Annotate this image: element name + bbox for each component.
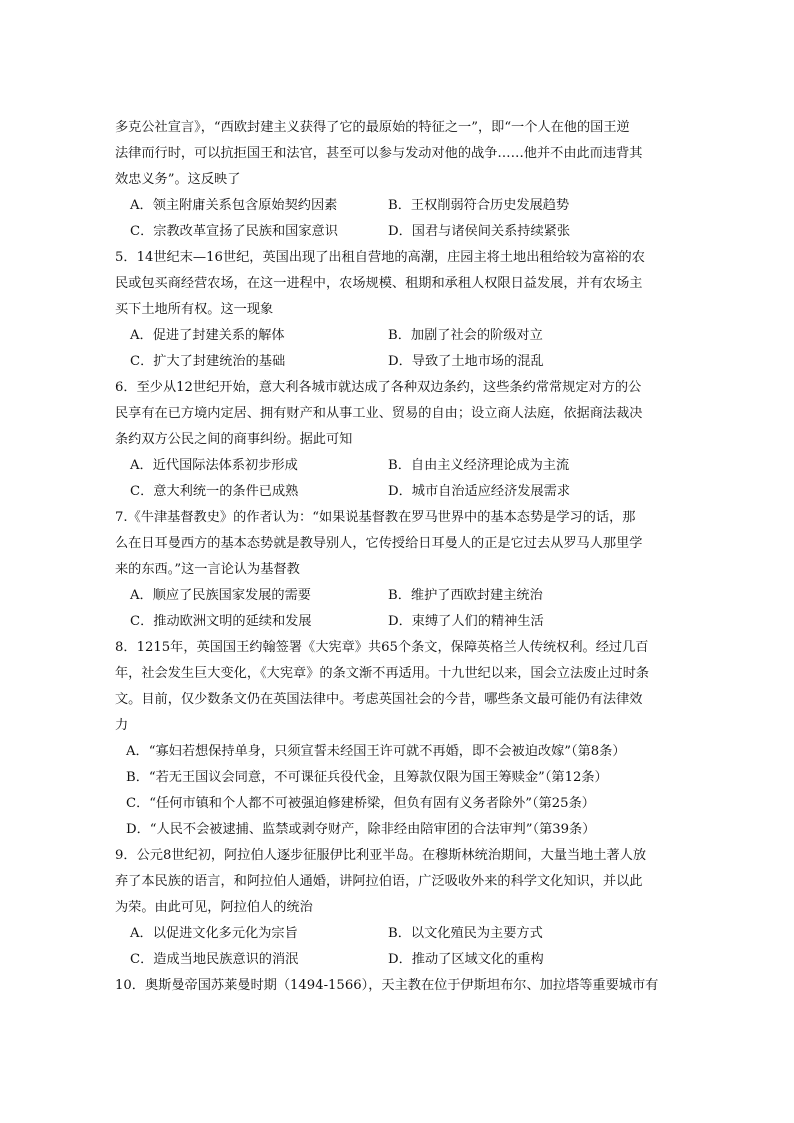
q6-option-b: B．自由主义经济理论成为主流 (388, 458, 570, 473)
q8-line-3: 文。目前，仅少数条文仍在英国法律中。考虑英国社会的今昔，哪些条文最可能仍有法律效 (115, 692, 643, 707)
intro-line-1: 多克公社宣言》，“西欧封建主义获得了它的最原始的特征之一”，即“一个人在他的国王逆 (115, 120, 630, 135)
q8-option-a: A．“寡妇若想保持单身，只须宣誓未经国王许可就不再婚，即不会被迫改嫁”（第8条） (126, 744, 626, 759)
q9-option-d: D．推动了区域文化的重构 (388, 952, 544, 967)
q6-option-c: C．意大利统一的条件已成熟 (130, 484, 299, 499)
q7-line-3: 来的东西。”这一言论认为基督教 (115, 562, 300, 577)
q7-option-d: D．束缚了人们的精神生活 (388, 614, 544, 629)
q7-line-2: 么在日耳曼西方的基本态势就是教导别人，它传授给日耳曼人的正是它过去从罗马人那里学 (115, 536, 643, 551)
q5-line-1: 5．14世纪末—16世纪，英国出现了出租自营地的高潮，庄园主将土地出租给较为富裕的农 (115, 250, 645, 265)
q6-line-3: 条约双方公民之间的商事纠纷。据此可知 (115, 432, 353, 447)
q6-line-2: 民享有在已方境内定居、拥有财产和从事工业、贸易的自由；设立商人法庭，依据商法裁决 (115, 406, 643, 421)
q8-option-c: C．“任何市镇和个人都不可被强迫修建桥梁，但负有固有义务者除外”（第25条） (126, 796, 595, 811)
q8-line-4: 力 (115, 718, 129, 733)
q8-option-b: B．“若无王国议会同意，不可课征兵役代金，且筹款仅限为国王筹赎金”（第12条） (126, 770, 608, 785)
q7-option-c: C．推动欧洲文明的延续和发展 (130, 614, 312, 629)
intro-line-2: 法律而行时，可以抗拒国王和法官，甚至可以参与发动对他的战争……他并不由此而违背其 (115, 146, 643, 161)
q8-option-d: D．“人民不会被逮捕、监禁或剥夺财产，除非经由陪审团的合法审判”（第39条） (126, 822, 596, 837)
q6-option-a: A．近代国际法体系初步形成 (130, 458, 298, 473)
q9-option-b: B．以文化殖民为主要方式 (388, 926, 543, 941)
intro-option-a: A．领主附庸关系包含原始契约因素 (130, 198, 338, 213)
q7-option-b: B．维护了西欧封建主统治 (388, 588, 543, 603)
q7-option-a: A．顺应了民族国家发展的需要 (130, 588, 311, 603)
q5-option-a: A．促进了封建关系的解体 (130, 328, 285, 343)
q9-option-c: C．造成当地民族意识的消泯 (130, 952, 299, 967)
q5-line-2: 民或包买商经营农场，在这一进程中，农场规模、租期和承租人权限日益发展，并有农场主 (115, 276, 643, 291)
q10-line-1: 10．奥斯曼帝国苏莱曼时期（1494-1566），天主教在位于伊斯坦布尔、加拉塔等重要城市有 (115, 978, 659, 993)
q5-option-d: D．导致了土地市场的混乱 (388, 354, 544, 369)
q9-line-1: 9．公元8世纪初，阿拉伯人逐步征服伊比利亚半岛。在穆斯林统治期间，大量当地土著人放 (115, 848, 647, 863)
q9-line-3: 为荣。由此可见，阿拉伯人的统治 (115, 900, 313, 915)
q5-option-b: B．加剧了社会的阶级对立 (388, 328, 543, 343)
q8-line-2: 年，社会发生巨大变化，《大宪章》的条文渐不再适用。十九世纪以来，国会立法废止过时条 (115, 666, 650, 681)
q9-option-a: A．以促进文化多元化为宗旨 (130, 926, 298, 941)
q8-line-1: 8．1215年，英国国王约翰签署《大宪章》共65个条文，保障英格兰人传统权利。经过几百 (115, 640, 649, 655)
intro-line-3: 效忠义务”。这反映了 (115, 172, 241, 187)
q6-option-d: D．城市自治适应经济发展需求 (388, 484, 571, 499)
q5-line-3: 买下土地所有权。这一现象 (115, 302, 274, 317)
q9-line-2: 弃了本民族的语言，和阿拉伯人通婚，讲阿拉伯语，广泛吸收外来的科学文化知识，并以此 (115, 874, 643, 889)
q5-option-c: C．扩大了封建统治的基础 (130, 354, 286, 369)
q6-line-1: 6．至少从12世纪开始，意大利各城市就达成了各种双边条约，这些条约常常规定对方的公 (115, 380, 642, 395)
intro-option-c: C．宗教改革宣扬了民族和国家意识 (130, 224, 338, 239)
intro-option-b: B．王权削弱符合历史发展趋势 (388, 198, 570, 213)
q7-line-1: 7.《牛津基督教史》的作者认为：“如果说基督教在罗马世界中的基本态势是学习的话，那 (115, 510, 636, 525)
intro-option-d: D．国君与诸侯间关系持续紧张 (388, 224, 571, 239)
